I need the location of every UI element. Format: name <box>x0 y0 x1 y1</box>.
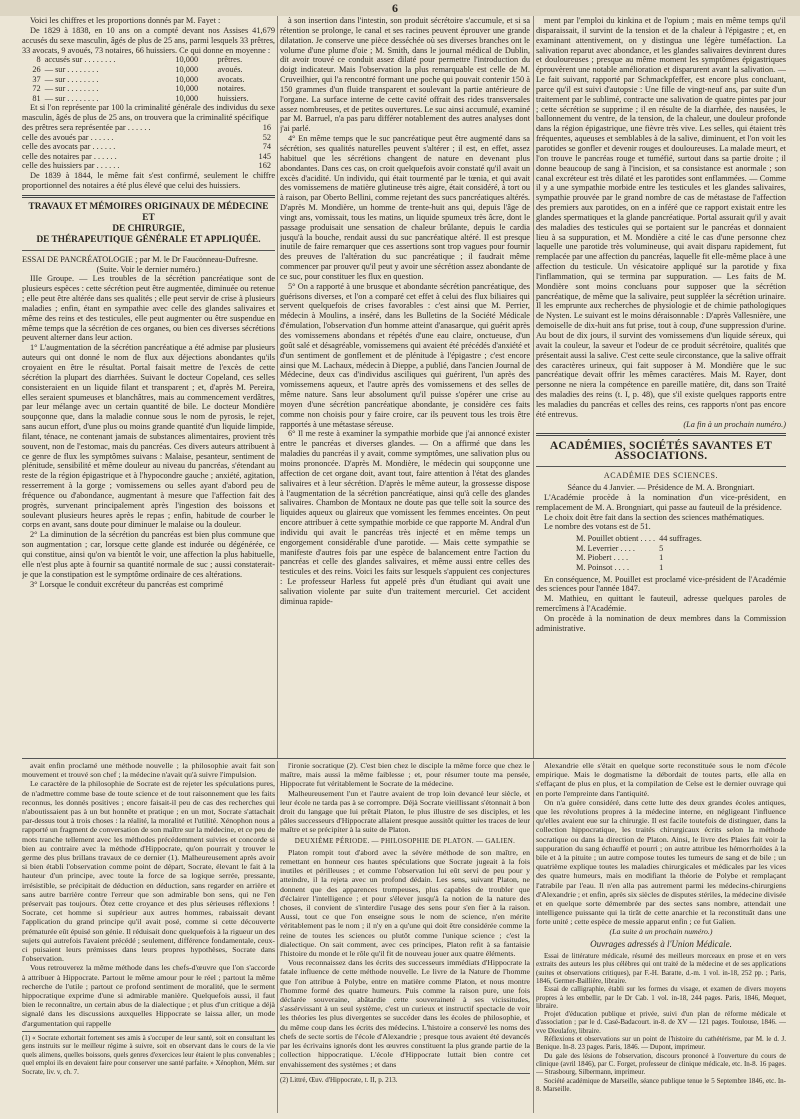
table-row <box>22 55 275 65</box>
paragraph: à son insertion dans l'intestin, son produit sécrétoire s'accumule, et si sa rétention se prolonge, le canal et ses racines peuvent éprouver une grande dilatation. Je conserve une pièce desséchée où ses diverses branches ont le volume d'une plume d'oie ; M. Smith, dans le journal médical de Dublin, dit avoir trouvé ce conduit assez dilaté pour permettre l'introduction du doigt indicateur. Mais l'observation la plus remarquable est celle de M. Cruveilhier, qui l'a rencontré formant une poche qui pouvait contenir 150 à 150 grammes d'un fluide transparent et soulevant la partie antérieure de l'organe. La surface interne de cette cavité offrait des rides transversales assez nombreuses, et de petites ouvertures. Le suc ainsi accumulé, examiné par M. Barruel, n'a pas paru différer notablement des autres analyses dont j'ai parlé. <box>280 16 530 134</box>
works-received-heading: Ouvrages adressés à l'Union Médicale. <box>590 938 732 949</box>
section-title-line: TRAVAUX ET MÉMOIRES ORIGINAUX DE MÉDECINE ET <box>28 201 269 223</box>
value-cell: 10,000 <box>175 84 199 94</box>
count-cell: 8 <box>36 55 41 65</box>
paragraph: Vous retrouverez la même méthode dans les chefs-d'œuvre que l'on s'accorde à attribuer à Hippocrate. Partout le même amour pour le réel ; partout la même recherche de l'utile ; partout ce profond sentiment de moralité, que le serment hippocratique exprime d'une si admirable manière. Quelquefois aussi, il faut bien le reconnaître, un certain abus de la dialectique ; et plus d'un critique a déjà signalé dans les discussions auxquelles Hippocrate se laissa aller, un mode d'argumentation qui rappelle <box>22 963 275 1028</box>
paragraph: De 1829 à 1838, en 10 ans on a compté devant nos Assises 41,679 accusés du sexe masculin, âgés de plus de 25 ans, parmi lesquels 33 prêtres, 33 avocats, 9 avoués, 73 notaires, 66 huissiers. Ce qui donne en moyenne : <box>22 25 275 55</box>
category-cell: notaires. <box>217 84 246 94</box>
votes-table <box>576 534 706 572</box>
label-cell: celle des huissiers par . . . . . . <box>22 161 120 171</box>
paragraph: Le nombre des votans est de 51. <box>544 522 651 532</box>
value-cell: 74 <box>262 142 271 152</box>
column-rule <box>277 16 278 759</box>
count-cell: 81 <box>32 93 41 103</box>
section-title-line: DE CHIRURGIE, <box>112 223 185 234</box>
value-cell: 10,000 <box>175 64 199 74</box>
paragraph: Malheureusement l'un et l'autre avaient de trop loin devancé leur siècle, et leur école ne tarda pas à se corrompre. Déjà Socrate vieillissant s'étonnait à bon droit du langage que lui prêtait Platon, le plus illustre de ses disciples, et les pâles successeurs d'Hippocrate allaient presque aussitôt quitter les traces de leur maître et se précipiter à la suite de Platon. <box>280 788 530 835</box>
paragraph: L'Académie procède à la nomination d'un vice-président, en remplacement de M. A. Brongniart, qui passe au fauteuil de la présidence. <box>536 492 786 512</box>
table-row <box>22 123 275 133</box>
column-1 <box>22 16 275 759</box>
table-row <box>22 161 275 171</box>
value-cell: 10,000 <box>175 55 199 65</box>
list-item: Essai de littérature médicale, résumé des meilleurs morceaux en prose et en vers extraits des auteurs les plus célèbres qui ont traité de la médecine et de ses applications (suites et observations critiques), par F.-H. Baratte, d.-m. 1 vol. in-18, 252 pp. ; Paris, 1846, Germer-Baillière, libraire. <box>536 952 786 985</box>
paragraph: 2° La diminution de la sécrétion du pancréas est bien plus commune que son augmentation ; car, lorsque cette glande est indurée ou dégénérée, ce qui constitue, ainsi qu'on va bientôt le voir, une affection la plus habituelle, elle n'est plus apte à fournir sa quantité normale de suc ; aussi constaterait-je que la constipation est le symptôme ordinaire de ces altérations. <box>22 530 275 579</box>
label-cell: — sur . . . . . . . . <box>44 84 99 94</box>
value-cell: 145 <box>258 151 271 161</box>
list-item: Projet d'éducation publique et privée, suivi d'un plan de réforme médicale et d'association ; par le d. Casé-Badacourt. in-8. de XV — 121 pages. Toulouse, 1846. — vve Dieulafoy, libraire. <box>536 1010 786 1035</box>
column-rule <box>277 761 278 1113</box>
feuilleton-column-3 <box>536 761 786 1113</box>
category-cell: avoués. <box>217 64 243 74</box>
feuilleton-rule <box>22 758 786 759</box>
continuation-note: (La suite à un prochain numéro.) <box>609 926 713 936</box>
table-row <box>22 94 275 104</box>
list-item: Réflexions et observations sur un point de l'histoire du cathétérisme, par M. le d. J. Benique. In-8. 23 pages. Paris, 1846. — Dupont, imprimeur. <box>536 1035 786 1052</box>
list-item: Essai de calligraphie, établi sur les formes du visage, et examen de divers moyens propres à les embellir, par le Dr Cab. 1 vol. in-18, 244 pages. Paris, 1846, Mequet, libraire. <box>536 985 786 1010</box>
table-row <box>22 65 275 75</box>
period-heading: DEUXIÈME PÉRIODE. — PHILOSOPHIE DE PLATON. — GALIEN. <box>294 836 516 845</box>
paragraph: 4° En même temps que le suc pancréatique peut être augmenté dans sa sécrétion, ses qualités naturelles peuvent s'altérer ; il est, en effet, assez habituel que les sécrétions changent de nature en devenant plus abondantes. Dans ces cas, on croit quelquefois avoir constaté qu'il avait un excès d'acidité. Un individu, qui était tourmenté par le tœnia, et qui avait des vomissemens de matière glutineuse très aigre, était considéré, à tort ou à raison, par Oberto Bellini, comme rejetant des sucs pancréatiques altérés. D'après M. Mondière, un homme de trente-huit ans qui, depuis l'âge de vingt ans, vomissait, tous les matins, un liquide spumeux très âcre, dont le passage produisait une sensation de chaleur brûlante, depuis le cardia jusqu'à la bouche, rendait aussi du suc pancréatique altéré. Il est presque inutile de faire remarquer que ces assertions sont trop vagues pour fournir des preuves de l'altération du suc pancréatique ; il faudrait même commencer par prouver qu'il peut y avoir une sécrétion assez abondante de ce suc, pour constituer les flux en question. <box>280 134 530 281</box>
paragraph: Le choix doit être fait dans la section des sciences mathématiques. <box>544 512 765 522</box>
label-cell: — sur . . . . . . . . <box>44 74 99 84</box>
table-row <box>576 553 706 563</box>
table-row <box>576 544 706 554</box>
candidate-cell: M. Piobert . . . . <box>576 553 629 563</box>
label-cell: — sur . . . . . . . . <box>44 93 99 103</box>
paragraph: IIIe Groupe. — Les troubles de la sécrétion pancréatique sont de plusieurs espèces : cette sécrétion peut être augmentée, diminuée ou retenue ; elle peut être altérée dans ses qualités ; elle peut servir de crise à plusieurs maladies ; enfin, étant en sympathie avec celle des glandes salivaires et même des reins et des testicules, elle peut augmenter ou être suspendue en même temps que la sécrétion de ces organes, ou bien ces diverses sécrétions peuvent alterner dans leur action. <box>22 274 275 343</box>
paragraph: Le caractère de la philosophie de Socrate est de rejeter les spéculations pures, de n'admettre comme base de toute science et de tout raisonnement que les faits reconnus, les donnés positives ; encore faisait-il peu de cas des recherches qui n'aboutissaient pas à un but honnête et pratique ; en un mot, Socrate s'attachait par-dessus tout à trois choses : la réalité, la moralité et l'utilité. Xénophon nous a rapporté un fragment de conversation de son maître sur la médecine, et ce peu de mots tranche tellement avec les méthodes précédemment suivies et concorde si bien au contraire avec la méthode d'Hippocrate, qu'on pourrait y trouver le germe des plus brillans travaux de ce dernier (1). Malheureusement après avoir si bien établi l'observation comme point de départ, Socrate, élevant le fait à la hauteur d'un principe, avec toute la force de sa logique serrée, pressante, irrésistible, se précipitait de déduction en déduction, sans regarder en arrière et sans autre barrière contre l'erreur que son admirable bon sens, qui ne l'en préservait pas toujours. Ôtez cette croyance et des plus sérieuses réflexions ! Socrate, cet homme si supérieur aux autres hommes, rabaissait devant l'application du grand principe qu'il avait posé, comme si cette découverte prématurée eût épuisé son génie. Il réduisait donc quelquefois à la rigueur un des sujets qui autrefois l'avaient précédé ; seulement, différence fondamentale, ceux-ci puisaient leurs prémisses dans leurs propres hypothèses, Socrate dans l'observation. <box>22 779 275 964</box>
count-cell: 72 <box>32 84 41 94</box>
footnote: (2) Littré, Œuv. d'Hippocrate, t. II, p. 213. <box>280 1073 530 1085</box>
label-cell: celle des avocats par . . . . . . <box>22 142 116 152</box>
list-item: Du gale des lésions de l'observation, discours prononcé à l'ouverture du cours de clinique (avril 1846), par C. Forget, professeur de clinique médicale, etc. In-8. 16 pages. — Strasbourg, Silbermann, imprimeur. <box>536 1051 786 1077</box>
category-cell: avocats. <box>217 74 245 84</box>
feuilleton <box>22 761 786 1113</box>
value-cell: 16 <box>262 123 271 133</box>
table-row <box>22 133 275 143</box>
value-cell: 10,000 <box>175 93 199 103</box>
footnote: (1) « Socrate exhortait fortement ses amis à s'occuper de leur santé, soit en consultant les gens instruits sur le meilleur régime à suivre, soit en observant dans le cours de la vie quels alimens, quelles boissons, quels genres d'exercices leur étaient le plus convenables ; quel emploi ils en devaient faire pour conserver une santé parfaite. » Xénophon, Mém. sur Socrate, liv. v, ch. 7. <box>22 1031 275 1076</box>
category-cell: huissiers. <box>217 93 249 103</box>
paragraph: Et si l'on représente par 100 la criminalité générale des individus du sexe masculin, âgés de plus de 25 ans, on trouvera que la criminalité spécifique <box>22 103 275 123</box>
list-item: Société académique de Marseille, séance publique tenue le 5 Septembre 1846, etc. In-8. Marseille. <box>536 1076 786 1093</box>
session-line: Séance du 4 Janvier. — Présidence de M. A. Brongniart. <box>567 482 755 492</box>
paragraph: On procède à la nomination de deux membres dans la Commission administrative. <box>536 613 786 633</box>
continuation-note: (Suite. Voir le dernier numéro.) <box>96 264 201 274</box>
paragraph: avait enfin proclamé une méthode nouvelle ; la philosophie avait fait son mouvement et trouvé son chef ; la médecine n'avait qu'à suivre l'impulsion. <box>22 761 275 780</box>
feuilleton-column-2 <box>280 761 530 1113</box>
section-divider <box>22 195 275 198</box>
paragraph: 5° On a rapporté à une brusque et abondante sécrétion pancréatique, des guérisons diverses, et l'on a comparé cet effet à celui des flux biliaires qui servent quelquefois de crises favorables : c'est ainsi que M. Perrier, médecin à Moulins, a inséré, dans les Bulletins de la Société Médicale d'émulation, l'observation d'un homme atteint d'anasarque, qui guérit après des vomissemens abondans et répétés d'une eau claire, onctueuse, d'un goût salé et désagréable, vomissemens qui avaient été précédés d'anxiété et d'un sentiment de gonflement et de plénitude à l'épigastre ; c'est encore ainsi que M. Lachaux, médecin à Dieppe, a publié, dans l'ancien Journal de Médecine, deux cas d'individus asciliques qui guérirent, l'un après des vomissemens aqueux, et l'autre après des vomissemens et des selles de même nature. Sans leur absolument qu'il puisse s'opérer une crise au moyen d'une sécrétion pancréatique abondante, je considère ces faits comme non choisis pour y faire croire, car ils peuvent tous les trois être rapportés à une métastase séreuse. <box>280 281 530 429</box>
column-rule <box>533 761 534 1113</box>
table-row <box>22 152 275 162</box>
section-title-line: DE THÉRAPEUTIQUE GÉNÉRALE ET APPLIQUÉE. <box>36 234 261 245</box>
paragraph: De 1839 à 1844, le même fait s'est confirmé, seulement le chiffre proportionnel des notaires a été plus élevé que celui des huissiers. <box>22 171 275 190</box>
label-cell: celle des notaires par . . . . . . <box>22 151 117 161</box>
votes-cell: 5 <box>659 543 664 553</box>
divider <box>536 466 786 467</box>
feuilleton-column-1 <box>22 761 275 1113</box>
criminality-table <box>22 55 275 103</box>
article-title: ESSAI DE PANCRÉATOLOGIE ; par M. le Dr Faucönneau-Dufresne. <box>22 254 258 264</box>
count-cell: 37 <box>32 74 41 84</box>
section-title <box>22 202 275 246</box>
works-received-list <box>536 952 786 1093</box>
table-row <box>576 563 706 573</box>
label-cell: accusés sur . . . . . . . . <box>44 55 116 65</box>
table-row <box>22 75 275 85</box>
candidate-cell: M. Pouillet obtient . . . . <box>576 534 656 544</box>
specific-criminality-table <box>22 123 275 171</box>
paragraph: Vous reconnaissez dans les écrits des successeurs immédiats d'Hippocrate la fatale influence de cette méthode nouvelle. Le livre de la Nature de l'homme que l'on attribue à Polybe, entre en matière comme Platon, et nous montre l'homme formé des quatre humeurs. Puis comme la raison pure, une fois déclarée souveraine, abâtardie cette souveraineté à ses vicissitudes, s'assérvissant à un seul système, c'est un curieux et instructif spectacle de voir les théories les plus divergentes se succéder dans les écoles de philosophie, et du même coup dans les écrits des médecins. L'histoire a conservé les noms des chefs de secte sortis de l'école d'Alexandrie ; presque tous avaient été devancés par les écrivains ignorés dont les œuvres constituent la plus grande partie de la collection hippocratique. L'école d'Hippocrate luttait bien contre cet envahissement des systèmes ; et dans <box>280 958 530 1069</box>
value-cell: 52 <box>262 132 271 142</box>
section-divider <box>536 433 786 436</box>
label-cell: celle des avoués par . . . . . . <box>22 132 114 142</box>
paragraph: En conséquence, M. Pouillet est proclamé vice-président de l'Académie des sciences pour l'année 1847. <box>536 574 786 594</box>
continuation-note: (La fin à un prochain numéro.) <box>683 419 786 429</box>
candidate-cell: M. Poinsot . . . . <box>576 562 630 572</box>
column-rule <box>533 16 534 759</box>
page-number: 6 <box>392 1 398 15</box>
paragraph: 1° L'augmentation de la sécrétion pancréatique a été admise par plusieurs auteurs qui ont donné le nom de flux aux déjections abondantes qu'ils croyaient en être le résultat. Portal faisait mettre de l'excès de cette sécrétion la plupart des diarrhées. Suivant le docteur Copeland, ces selles consisteraient en un liquide filant et transparent ; et, d'après M. Pereira, elles seraient spumeuses et blanchâtres, mais au commencement verdâtres, par leur mélange avec un certain quantité de bile. Le docteur Mondière soupçonne que, dans la maladie connue sous le nom de pyrosis, le rejet, sans aucun effort, d'une plus ou moins grande quantité d'un liquide limpide, filant, ténace, ne contenant jamais de substances alimentaires, provient très souvent, non de l'estomac, mais du pancréas. Ces divers auteurs attribuent à ce genre de flux les symptômes suivans : Malaise, pesanteur, sentiment de plénitude, sensibilité et même douleur au niveau du pancréas, s'étendant au reste de la région épigastrique et à l'hypocondre gauche ; anxiété, agitation, resserrement à la gorge ; vomissemens ou selles ayant d'abord peu de fréquence ou d'abondance, augmentant à mesure que l'affection fait des progrès, survenant principalement après l'ingestion des boissons et soulevant plusieurs heures après le repas ; enfin, habitude de courber le corps en avant, sans doute pour diminuer le malaise ou la douleur. <box>22 343 275 530</box>
label-cell: — sur . . . . . . . . <box>44 64 99 74</box>
candidate-cell: M. Leverrier . . . . <box>576 543 635 553</box>
label-cell: des prêtres sera représentée par . . . . . . <box>22 123 151 133</box>
votes-cell: 1 <box>659 553 664 563</box>
column-2 <box>280 16 530 759</box>
paragraph: 3° Lorsque le conduit excréteur du pancréas est comprimé <box>30 579 224 589</box>
count-cell: 26 <box>32 64 41 74</box>
page-header <box>0 0 800 16</box>
paragraph: ment par l'emploi du kinkina et de l'opium ; mais en même temps qu'il disparaissait, il survint de la tension et de la chaleur à l'épigastre ; et, en examinant attentivement, on y distingua une légère tuméfaction. La salivation reparut avec abondance, et les glandes salivaires devinrent dures et douloureuses ; presque au même moment les symptômes épigastriques éprouvèrent une notable amélioration et disparurent avant la salivation. — Le fait suivant, rapporté par Schmackpfeffer, est encore plus concluant, parce qu'il est suivi d'autopsie : Une fille de vingt-neuf ans, par suite d'un traitement par le sublimé, contracte une salivation de quatre pintes par jour ; cette sécrétion se supprime ; il en résulte de la diarrhée, des nausées, le ballonnement du ventre, de la tension, de la chaleur, une douleur profonde dans la région épigastrique, une fièvre très vive. Les selles, qui étaient très fréquentes, aqueuses et semblables à de la salive, diminuent, et l'on voit les parotides se gonfler et devenir rouges et douloureuses. La malade meurt, et l'on trouve le pancréas rouge et tuméfié, surtout dans sa partie droite ; il donne beaucoup de sang à l'incision, et sa consistance est anormale ; son canal excréteur est très dilaté et les parotides sont enflammées. — Comme il y a une sympathie morbide entre les testicules et les glandes salivaires, sympathie prouvée par le grand nombre de cas de métastase de l'affection des premiers aux parotides, on en a inféré que ce rapport existait entre les glandes spermatiques et la glande pancréatique. Portal assurait qu'il y avait des maladies des testicules qui se portaient sur le pancréas et donnaient lieu à sa suppuration, et M. Mondière a cité le cas d'une personne chez laquelle une parotide très volumineuse, qui avait disparu rapidement, fut remplacée par une affection du pancréas, laquelle fit elle-même place à une affection du testicule. Un vésicatoire appliqué sur la parotide y fixa l'inflammation, qui se termina par suppuration. — Les faits de M. Mondière sont moins concluans pour supposer que la sécrétion pancréatique, de même que la salivaire, peut suppléer la sécrétion urinaire. Il les emprunte aux recherches de physiologie et de chimie pathologiques de Nysten. Le suivant est le moins déraisonnable : D'après Vallesnière, une demoiselle de dix-huit ans fut prise, tout à coup, d'une suppression d'urine. Au bout de dix jours, il survint des vomissemens d'un liquide séreux, qui avait la couleur, la saveur et l'odeur de ce produit sécrétoire, qualités que présentait aussi la salive. C'est cette seule circonstance, que la salive offrait des caractères urineux, qui fait supposer à M. Mondière que le suc pancréatique devait offrir les mêmes caractères. Mais M. Rayer, dont personne ne niera la compétence en pareille matière, dit, dans son Traité des maladies des reins (t. I, p. 48), que s'il existe quelques rapports entre les maladies du pancréas et celles des reins, ces rapports n'ont pas encore été entrevus. <box>536 16 786 419</box>
paragraph: l'ironie socratique (2). C'est bien chez le disciple la même force que chez le maître, mais aussi la même faiblesse ; et, pour résumer toute ma pensée, Hippocrate fut véritablement le Socrate de la médecine. <box>280 761 530 789</box>
votes-cell: 44 suffrages. <box>659 534 702 544</box>
paragraph: Platon rompit tout d'abord avec la sévère méthode de son maître, en remettant en honneur ces hautes spéculations que Socrate jugeait à la fois inutiles et périlleuses ; et comme l'observation lui eût servi de peu pour y atteindre, il la rejeta avec un profond dédain. Les sens, suivant Platon, ne donnent que des apparences trompeuses, plus capables de troubler que d'éclairer l'intelligence ; et pour s'élever jusqu'à la notion de la nature des choses, il convient de s'interdire l'usage des sens pour s'en fier à la raison. Aussi, tout ce que l'on enseigne sous le nom de science, n'en mérite véritablement pas le nom ; il n'y en a qu'une qui doit être considérée comme la reine de toutes les sciences ou plutôt comme l'unique science ; c'est la dialectique. On sait comment, avec ces principes, Platon refit à sa fantaisie l'histoire du monde et le rôle qu'il fit de nouveau jouer aux quatre éléments. <box>280 847 530 959</box>
table-row <box>22 142 275 152</box>
table-row <box>576 534 706 544</box>
paragraph: On n'a guère considéré, dans cette lutte des deux grandes écoles antiques, que les révolutions propres à la médecine interne, en négligeant l'influence qu'elles avaient eue sur la chirurgie. Il est facile toutefois de distinguer, dans la collection hippocratique, les traités chirurgicaux écrits selon la méthode socratique ou dans la direction de Platon. Ainsi, le livre des Plaies fait voir la suppuration du sang échauffé et pourri ; on autre attribue les hémorrhoïdes à la bile et à la pituite ; un autre compose toutes les tumeurs de sang et de bile ; un quatrième explique toutes les maladies chirurgicales et médicales par les vices des quatre humeurs, mais en modifiant la théorie de Polybe et remplaçant l'atrabile par l'eau. Il n'en alla pas autrement parmi les médecins-chirurgiens d'Alexandrie ; et enfin, après six siècles de disputes stériles, la médecine divisée et en quelque sorte démembrée par des sectes sans nombre, attendait une intelligence puissante qui la tirât de cette anarchie et la reconstituât dans une forte unité ; cette espèce de messie apparut enfin ; ce fut Galien. <box>536 797 786 927</box>
paragraph: 6° Il me reste à examiner la sympathie morbide que j'ai annoncé exister entre le pancréas et diverses glandes. — On a affirmé que dans les maladies du pancréas il y avait, comme symptômes, une salivation plus ou moins prononcée. D'après M. Mondière, le médecin qui soupçonne une affection de cet organe doit, avant tout, faire attention à l'état des glandes salivaires et à leur sécrétion. D'après le même auteur, la grossesse dispose à l'augmentation de la sécrétion pancréatique, ainsi qu'à celle des glandes salivaires. Chambon de Montaux ne doute pas que telle soit la source des liquides aqueux ou glaireux que vomissent les femmes enceintes. On peut encore attribuer à cette sympathie morbide ce que rapporte M. Andral d'un individu qui avait le pancréas très injecté et en même temps un engorgement considérable d'une parotide. — Mais cette sympathie se manifeste d'autres fois par une espèce de balancement entre l'action du pancréas et celle des glandes salivaires, et même aussi entre celles des testicules et des reins. Voici les faits sur lesquels s'appuient ces conjectures : Le professeur Harless fut appelé près d'un étudiant qui avait une salivation violente par suite d'un traitement mercuriel. Cet accident diminua rapide- <box>280 429 530 606</box>
divider <box>22 250 275 251</box>
paragraph: Voici les chiffres et les proportions donnés par M. Fayet : <box>30 16 221 25</box>
academy-title: ACADÉMIE DES SCIENCES. <box>603 471 719 481</box>
paragraph: M. Mathieu, en quittant le fauteuil, adresse quelques paroles de remercîmens à l'Académie. <box>536 594 786 614</box>
value-cell: 10,000 <box>175 74 199 84</box>
paragraph: Alexandrie elle s'était en quelque sorte reconstituée sous le nom d'école empirique. Mais le dogmatisme la débordait de toutes parts, elle alla en s'effaçant de plus en plus, et la compilation de Celse est le dernier ouvrage qui en porte l'empreinte dans l'antiquité. <box>536 761 786 798</box>
category-cell: prêtres. <box>217 55 243 65</box>
value-cell: 162 <box>258 161 271 171</box>
votes-cell: 1 <box>659 562 664 572</box>
table-row <box>22 84 275 94</box>
academies-heading: ACADÉMIES, SOCIÉTÉS SAVANTES ET ASSOCIATIONS. <box>549 440 773 463</box>
column-3 <box>536 16 786 759</box>
